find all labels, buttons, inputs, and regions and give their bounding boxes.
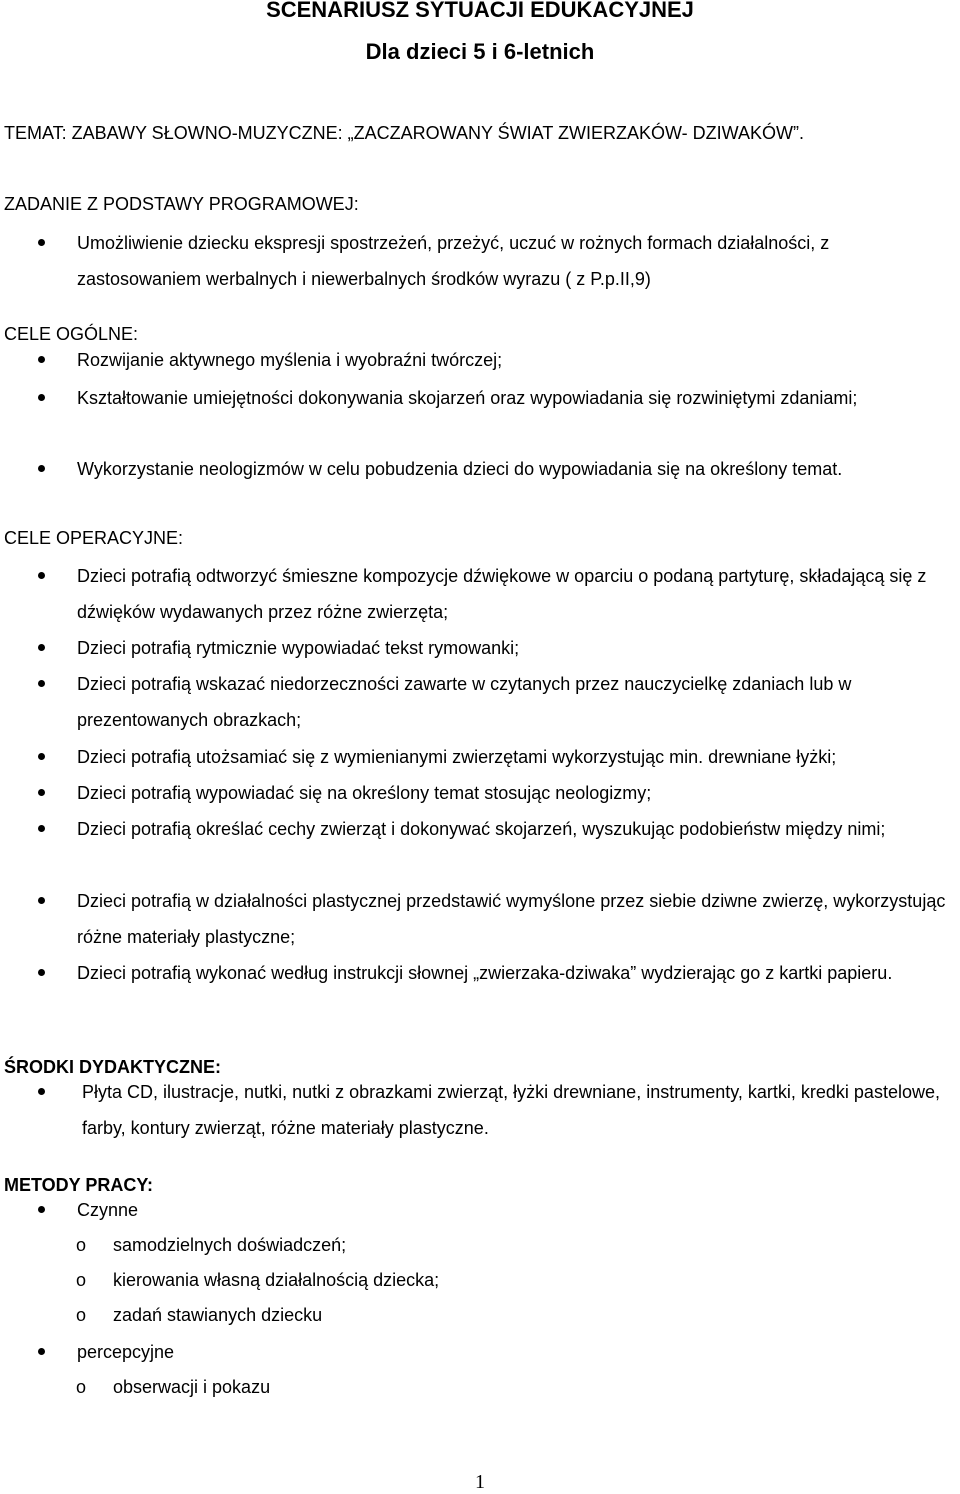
document-subtitle: Dla dzieci 5 i 6-letnich [365, 39, 595, 64]
list-item: Kształtowanie umiejętności dokonywania skojarzeń oraz wypowiadania się rozwiniętymi zdaniami; [77, 380, 957, 416]
list-item: Wykorzystanie neologizmów w celu pobudzenia dzieci do wypowiadania się na określony temat. [77, 451, 957, 487]
list-subitem: o obserwacji i pokazu [113, 1369, 913, 1405]
list-subitem: o zadań stawianych dziecku [113, 1297, 913, 1333]
general-goals-heading: CELE OGÓLNE: [4, 324, 139, 344]
methods-heading: METODY PRACY: [4, 1175, 154, 1195]
page-number: 1 [475, 1471, 485, 1493]
list-item: Dzieci potrafią odtworzyć śmieszne kompozycje dźwiękowe w oparciu o podaną partyturę, składającą się z dźwięków wydawanych przez różne zwierzęta; [77, 558, 957, 630]
list-item: Dzieci potrafią wskazać niedorzeczności zawarte w czytanych przez nauczycielkę zdaniach lub w prezentowanych obrazkach; [77, 666, 957, 738]
core-heading: ZADANIE Z PODSTAWY PROGRAMOWEJ: [4, 194, 359, 214]
list-item: Rozwijanie aktywnego myślenia i wyobraźni twórczej; [77, 342, 957, 378]
document-title: SCENARIUSZ SYTUACJI EDUKACYJNEJ [266, 0, 694, 22]
list-item: Dzieci potrafią rytmicznie wypowiadać tekst rymowanki; [77, 630, 957, 666]
list-item: Dzieci potrafią utożsamiać się z wymienianymi zwierzętami wykorzystując min. drewniane łyżki; [77, 739, 957, 775]
list-item: Umożliwienie dziecku ekspresji spostrzeżeń, przeżyć, uczuć w rożnych formach działalności, z zastosowaniem werbalnych i niewerbalnych środków wyrazu ( z P.p.II,9) [77, 225, 957, 297]
method-group-active: Czynne [77, 1192, 957, 1228]
list-subitem: o samodzielnych doświadczeń; [113, 1227, 913, 1263]
topic-line: TEMAT: ZABAWY SŁOWNO-MUZYCZNE: „ZACZAROWANY ŚWIAT ZWIERZAKÓW- DZIWAKÓW”. [4, 123, 804, 143]
list-subitem: o kierowania własną działalnością dziecka; [113, 1262, 913, 1298]
list-item: Dzieci potrafią określać cechy zwierząt i dokonywać skojarzeń, wyszukując podobieństw między nimi; [77, 811, 957, 847]
operational-goals-heading: CELE OPERACYJNE: [4, 528, 184, 548]
method-group-perceptive: percepcyjne [77, 1334, 957, 1370]
teaching-aids-heading: ŚRODKI DYDAKTYCZNE: [4, 1057, 222, 1077]
list-item: Dzieci potrafią wykonać według instrukcji słownej „zwierzaka-dziwaka” wydzierając go z kartki papieru. [77, 955, 957, 991]
list-item: Dzieci potrafią w działalności plastycznej przedstawić wymyślone przez siebie dziwne zwierzę, wykorzystując różne materiały plastyczne; [77, 883, 957, 955]
list-item: Dzieci potrafią wypowiadać się na określony temat stosując neologizmy; [77, 775, 957, 811]
list-item: Płyta CD, ilustracje, nutki, nutki z obrazkami zwierząt, łyżki drewniane, instrumenty, kartki, kredki pastelowe, farby, kontury zwierząt, różne materiały plastyczne. [82, 1074, 960, 1146]
